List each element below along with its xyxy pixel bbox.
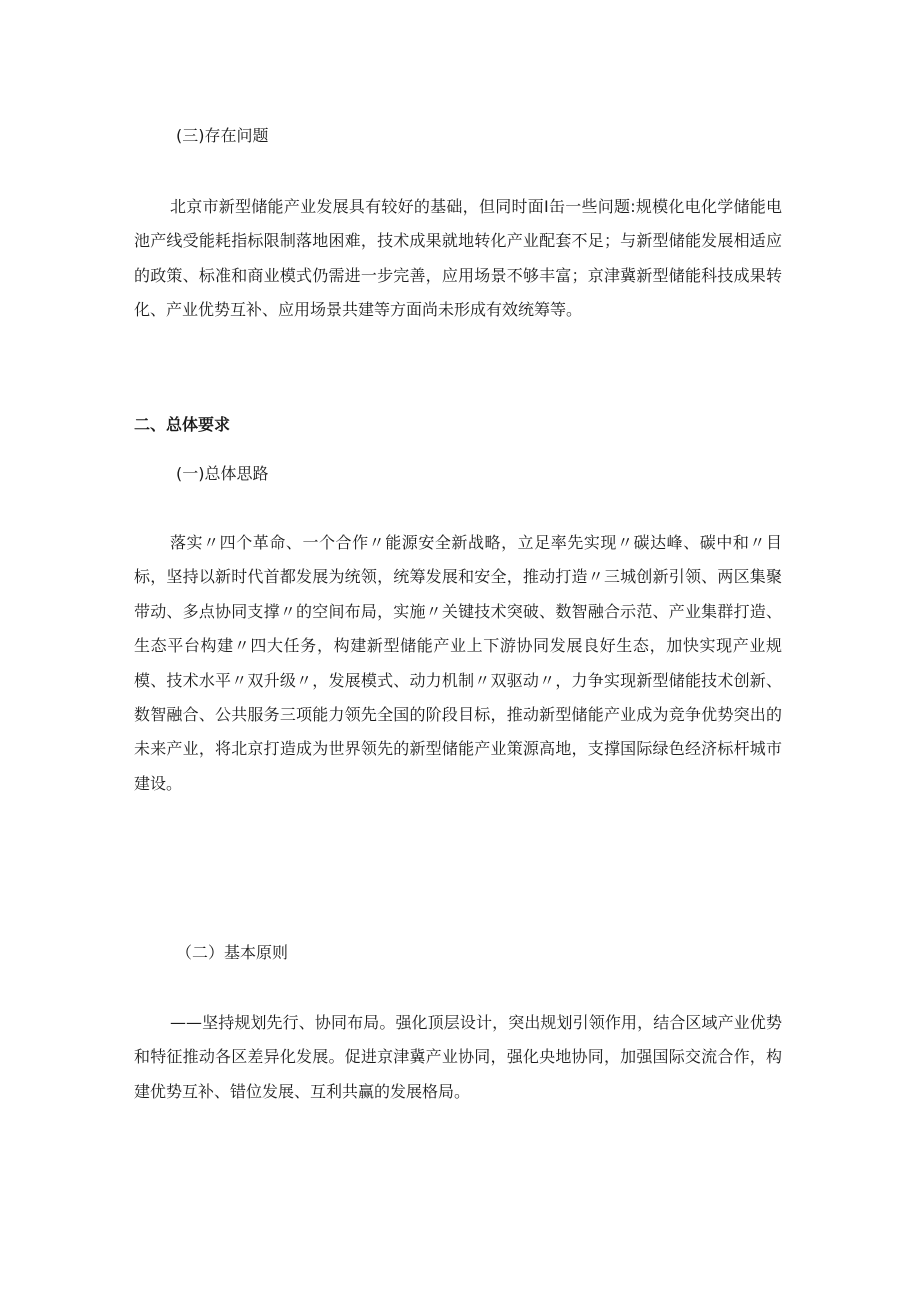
paragraph-existing-problems: 北京市新型储能产业发展具有较好的基础，但同时面I缶一些问题:规模化电化学储能电池产线受能耗指标限制落地困难，技术成果就地转化产业配套不足；与新型储能发展相适应的政策、标准和商业模式仍需进一步完善，应用场景不够丰富；京津冀新型储能科技成果转化、产业优势互补、应用场景共建等方面尚未形成有效统筹等。 (134, 197, 782, 320)
heading-overall-requirements: 二、总体要求 (134, 415, 231, 434)
paragraph-overall-thinking: 落实〃四个革命、一个合作〃能源安全新战略，立足率先实现〃碳达峰、碳中和〃目标，坚持以新时代首都发展为统领，统筹发展和安全，推动打造〃三城创新引领、两区集聚带动、多点协同支撑〃的空间布局，实施〃关键技术突破、数智融合示范、产业集群打造、生态平台构建〃四大任务，构建新型储能产业上下游协同发展良好生态，加快实现产业规模、技术水平〃双升级〃，发展模式、动力机制〃双驱动〃，力争实现新型储能技术创新、数智融合、公共服务三项能力领先全国的阶段目标，推动新型储能产业成为竞争优势突出的未来产业，将北京打造成为世界领先的新型储能产业策源高地，支撑国际绿色经济标杆城市建设。 (134, 533, 782, 793)
heading-existing-problems: (三)存在问题 (176, 126, 269, 145)
heading-overall-thinking: (一)总体思路 (176, 464, 269, 483)
heading-basic-principles: （二）基本原则 (176, 943, 289, 962)
paragraph-basic-principles: ——坚持规划先行、协同布局。强化顶层设计，突出规划引领作用，结合区域产业优势和特征推动各区差异化发展。促进京津冀产业协同，强化央地协同，加强国际交流合作，构建优势互补、错位发展、互利共赢的发展格局。 (134, 1013, 782, 1101)
